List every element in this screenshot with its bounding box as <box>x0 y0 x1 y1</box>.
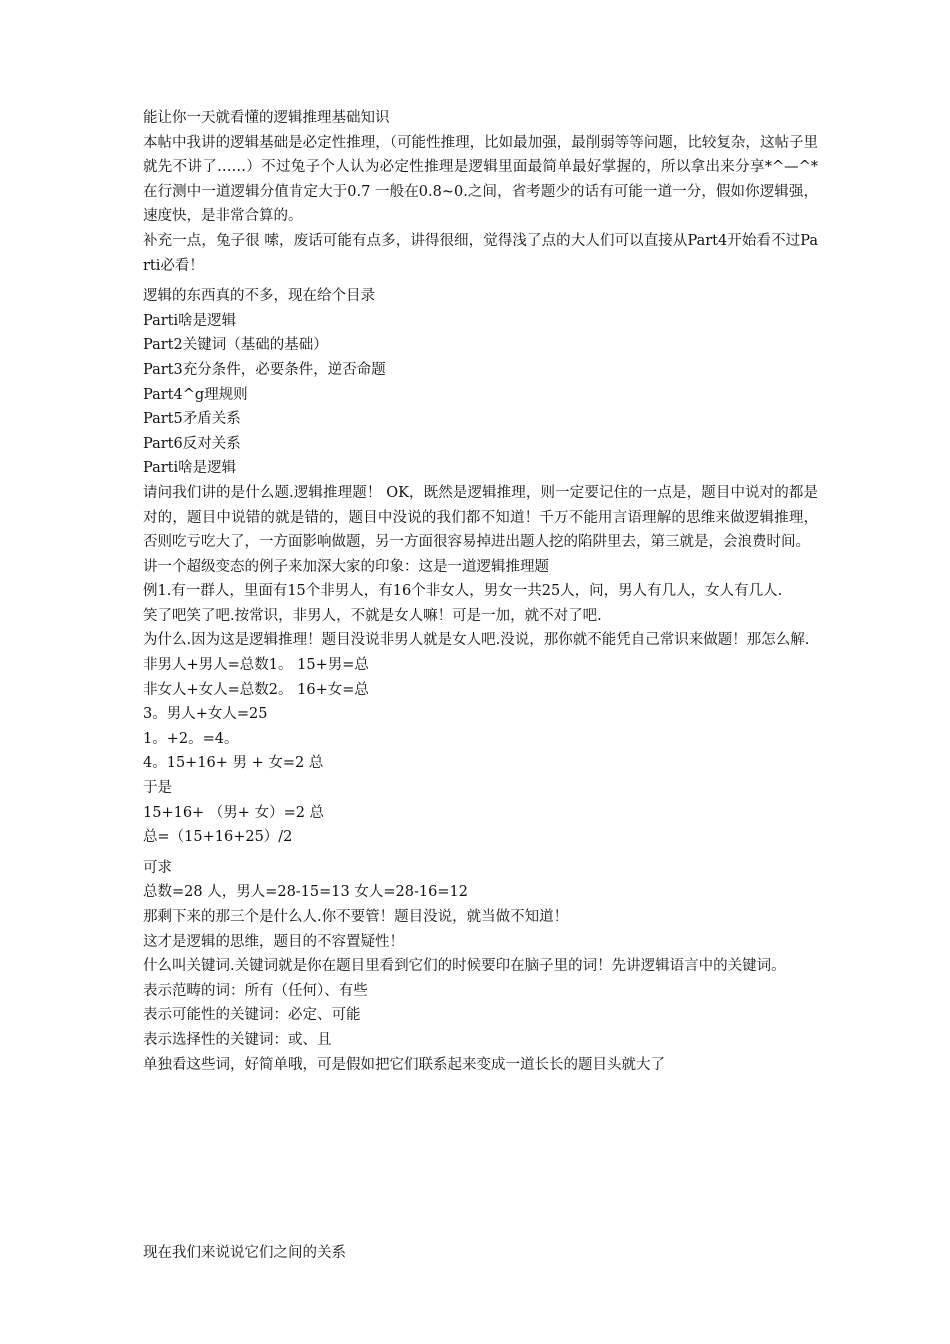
document-body <box>143 106 818 1077</box>
paragraph-why: 为什么.因为这是逻辑推理！题目没说非男人就是女人吧.没说，那你就不能凭自己常识来做题！那怎么解. <box>143 632 810 649</box>
toc-item-part1: Parti啥是逻辑 <box>143 312 237 329</box>
paragraph-what-is-logic: 请问我们讲的是什么题.逻辑推理题！ OK，既然是逻辑推理，则一定要记住的一点是，题目中说对的都是对的，题目中说错的就是错的，题目中没说的我们都不知道！千万不能用言语理解的思维来做逻辑推理，否则吃亏吃大了，一方面影响做题，另一方面很容易掉进出题人挖的陷阱里去，第三就是，会浪费时间。 <box>143 484 818 551</box>
paragraph-intro: 本帖中我讲的逻辑基础是必定性推理，（可能性推理，比如最加强，最削弱等等问题，比较复杂，这帖子里就先不讲了……）不过兔子个人认为必定性推理是逻辑里面最简单最好掌握的，所以拿出来分享*^—^*在行测中一道逻辑分值肯定大于0.7 一般在0.8~0.之间，省考题少的话有可能一道一分，假如你逻辑强，速度快，是非常合算的。 <box>143 134 818 225</box>
paragraph-keywords: 什么叫关键词.关键词就是你在题目里看到它们的时候要印在脑子里的词！先讲逻辑语言中的关键词。 <box>143 958 786 975</box>
equation-line-8: 总=（15+16+25）/2 <box>143 829 293 846</box>
equation-line-4: 1。+2。=4。 <box>143 730 239 747</box>
equation-line-2: 非女人+女人=总数2。 16+女=总 <box>143 681 369 698</box>
section-heading-part1: Parti啥是逻辑 <box>143 460 237 477</box>
paragraph-example-intro: 讲一个超级变态的例子来加深大家的印象：这是一道逻辑推理题 <box>143 558 549 575</box>
equation-line-7: 15+16+ （男+ 女）=2 总 <box>143 804 325 821</box>
keyword-category: 表示范畴的词：所有（任何）、有些 <box>143 982 368 999</box>
keyword-selection: 表示选择性的关键词：或、且 <box>143 1031 332 1048</box>
toc-heading: 逻辑的东西真的不多，现在给个目录 <box>143 288 375 305</box>
toc-item-part5: Part5矛盾关系 <box>143 411 241 428</box>
toc-item-part4: Part4^g理规则 <box>143 386 248 403</box>
paragraph-logic-thinking: 这才是逻辑的思维，题目的不容置疑性！ <box>143 933 404 950</box>
toc-item-part2: Part2关键词（基础的基础） <box>143 337 328 354</box>
toc-item-part6: Part6反对关系 <box>143 435 241 452</box>
paragraph-conclusion: 单独看这些词，好简单哦，可是假如把它们联系起来变成一道长长的题目头就大了 <box>143 1056 665 1073</box>
paragraph-laugh: 笑了吧笑了吧.按常识，非男人，不就是女人嘛！可是一加，就不对了吧. <box>143 607 602 624</box>
toc-item-part3: Part3充分条件，必要条件，逆否命题 <box>143 361 386 378</box>
document-title: 能让你一天就看懂的逻辑推理基础知识 <box>143 110 390 126</box>
equation-line-9: 可求 <box>143 859 172 876</box>
equation-line-5: 4。15+16+ 男 + 女=2 总 <box>143 755 324 772</box>
keyword-possibility: 表示可能性的关键词：必定、可能 <box>143 1007 361 1024</box>
paragraph-example-1: 例1.有一群人，里面有15个非男人，有16个非女人，男女一共25人，问，男人有几人，女人有几人. <box>143 583 783 600</box>
equation-line-1: 非男人+男人=总数1。 15+男=总 <box>143 657 369 674</box>
paragraph-relationship: 现在我们来说说它们之间的关系 <box>143 1245 346 1261</box>
equation-line-6: 于是 <box>143 780 172 797</box>
paragraph-supplement: 补充一点，兔子很 嗦，废话可能有点多，讲得很细，觉得浅了点的大人们可以直接从Part4开始看不过Parti必看！ <box>143 232 818 274</box>
equation-line-3: 3。男人+女人=25 <box>143 706 268 723</box>
paragraph-remaining: 那剩下来的那三个是什么人.你不要管！题目没说，就当做不知道！ <box>143 909 569 925</box>
equation-result: 总数=28 人，男人=28-15=13 女人=28-16=12 <box>143 884 468 901</box>
